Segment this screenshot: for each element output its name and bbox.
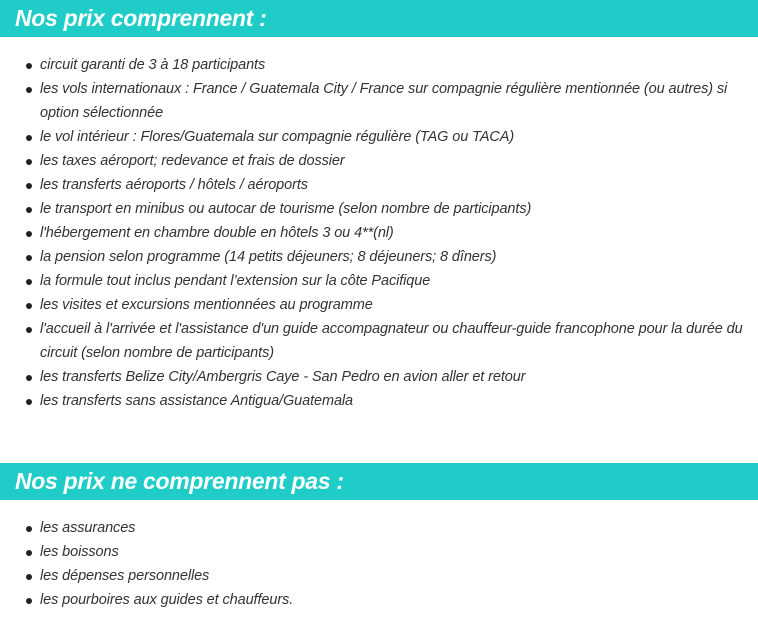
list-item: circuit garanti de 3 à 18 participants	[0, 53, 758, 77]
excluded-list	[0, 516, 758, 612]
list-item: l'hébergement en chambre double en hôtels 3 ou 4**(nl)	[0, 221, 758, 245]
list-item: le vol intérieur : Flores/Guatemala sur compagnie régulière (TAG ou TACA)	[0, 125, 758, 149]
list-item: l'accueil à l'arrivée et l'assistance d'un guide accompagnateur ou chauffeur-guide francophone pour la durée du circuit (selon nombre de participants)	[0, 317, 758, 365]
list-item: les boissons	[0, 540, 758, 564]
list-item: les taxes aéroport; redevance et frais de dossier	[0, 149, 758, 173]
list-item: la pension selon programme (14 petits déjeuners; 8 déjeuners; 8 dîners)	[0, 245, 758, 269]
list-item: les transferts aéroports / hôtels / aéroports	[0, 173, 758, 197]
list-item: les transferts sans assistance Antigua/Guatemala	[0, 389, 758, 413]
list-item: les pourboires aux guides et chauffeurs.	[0, 588, 758, 612]
list-item: la formule tout inclus pendant l’extension sur la côte Pacifique	[0, 269, 758, 293]
list-item: les dépenses personnelles	[0, 564, 758, 588]
included-section-title: Nos prix comprennent :	[15, 5, 267, 31]
excluded-section-title: Nos prix ne comprennent pas :	[15, 468, 344, 494]
list-item: les visites et excursions mentionnées au programme	[0, 293, 758, 317]
excluded-section-header	[0, 463, 758, 500]
included-section-header	[0, 0, 758, 37]
list-item: les transferts Belize City/Ambergris Caye - San Pedro en avion aller et retour	[0, 365, 758, 389]
included-list	[0, 53, 758, 413]
list-item: le transport en minibus ou autocar de tourisme (selon nombre de participants)	[0, 197, 758, 221]
list-item: les vols internationaux : France / Guatemala City / France sur compagnie régulière mentionnée (ou autres) si option sélectionnée	[0, 77, 758, 125]
list-item: les assurances	[0, 516, 758, 540]
